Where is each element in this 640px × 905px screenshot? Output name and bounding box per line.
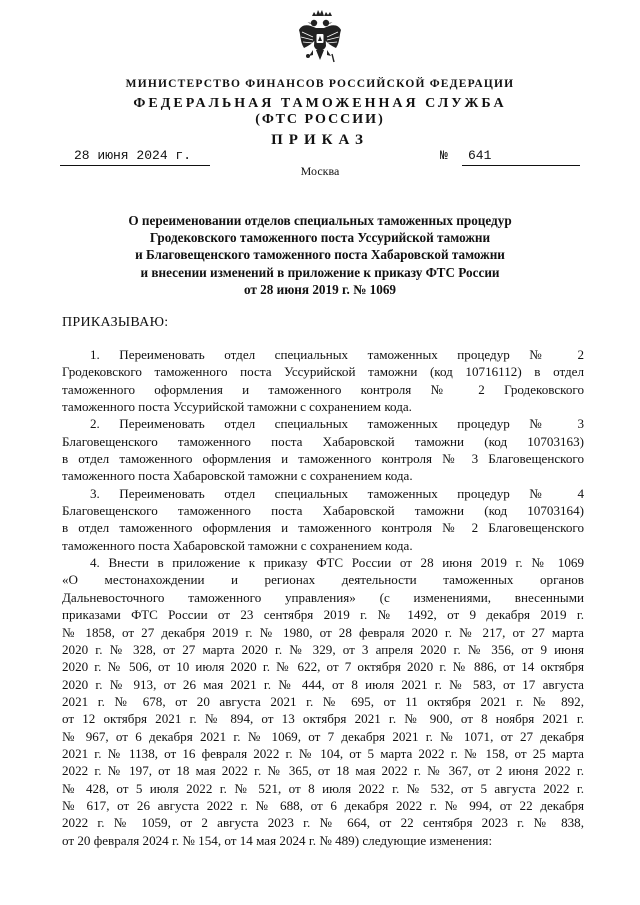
paragraph-line: 2021 г. № 678, от 20 августа 2021 г. № 695, от 11 октября 2021 г. № 892, — [62, 693, 584, 709]
title-line: от 28 июня 2019 г. № 1069 — [243, 281, 397, 297]
paragraph-line: «О местонахождении и регионах деятельности таможенных органов — [62, 572, 584, 588]
document-title — [60, 212, 580, 298]
paragraph-line: 4. Внести в приложение к приказу ФТС России от 28 июня 2019 г. № 1069 — [90, 555, 584, 571]
service-name: ФЕДЕРАЛЬНАЯ ТАМОЖЕННАЯ СЛУЖБА — [133, 96, 507, 111]
city: Москва — [300, 164, 340, 178]
paragraph-1 — [62, 346, 584, 415]
paragraph-line: от 12 октября 2021 г. № 894, от 13 октября 2021 г. № 900, от 8 ноября 2021 г. — [62, 711, 584, 727]
title-line: Гродековского таможенного поста Уссурийской таможни — [149, 230, 491, 246]
order-directive: ПРИКАЗЫВАЮ: — [62, 315, 169, 330]
number-sign: № — [440, 148, 448, 163]
order-date: 28 июня 2024 г. — [60, 148, 210, 166]
ministry-name: МИНИСТЕРСТВО ФИНАНСОВ РОССИЙСКОЙ ФЕДЕРАЦИИ — [125, 78, 515, 90]
paragraph-line: Благовещенского таможенного поста Хабаровской таможни (код 10703164) — [62, 503, 584, 519]
paragraph-line: 2020 г. № 328, от 27 марта 2020 г. № 329, от 3 апреля 2020 г. № 356, от 9 июня — [62, 641, 584, 657]
paragraph-line: таможенного поста Уссурийской таможни с сохранением кода. — [62, 399, 412, 415]
paragraph-line: в отдел таможенного оформления и таможенного контроля № 2 Благовещенского — [62, 520, 584, 536]
paragraph-line: Дальневосточного таможенного управления» (с изменениями, внесенными — [62, 589, 584, 605]
paragraph-line: таможенного поста Хабаровской таможни с сохранением кода. — [62, 468, 413, 484]
paragraph-line: № 428, от 5 июля 2022 г. № 521, от 8 июля 2022 г. № 532, от 5 августа 2022 г. — [62, 780, 584, 796]
paragraph-line: Гродековского таможенного поста Уссурийской таможни (код 10716112) в отдел — [62, 364, 584, 380]
paragraph-line: 1. Переименовать отдел специальных таможенных процедур № 2 — [90, 347, 584, 362]
paragraph-2 — [62, 415, 584, 484]
document-body — [62, 346, 584, 849]
paragraph-line: 2022 г. № 197, от 18 мая 2022 г. № 365, от 18 мая 2022 г. № 367, от 2 июня 2022 г. — [62, 763, 584, 779]
paragraph-line: № 1858, от 27 декабря 2019 г. № 1980, от 28 февраля 2020 г. № 217, от 27 марта — [62, 624, 584, 640]
paragraph-4 — [62, 554, 584, 849]
paragraph-line: 2020 г. № 913, от 26 мая 2021 г. № 444, от 8 июля 2021 г. № 583, от 17 августа — [62, 676, 584, 692]
paragraph-line: Благовещенского таможенного поста Хабаровской таможни (код 10703163) — [62, 433, 584, 449]
title-line: и Благовещенского таможенного поста Хабаровской таможни — [135, 247, 505, 263]
paragraph-line: 2021 г. № 1138, от 16 февраля 2022 г. № 104, от 5 марта 2022 г. № 158, от 25 марта — [62, 745, 584, 761]
paragraph-line: от 20 февраля 2024 г. № 154, от 14 мая 2024 г. № 489) следующие изменения: — [62, 832, 493, 848]
paragraph-line: приказами ФТС России от 23 сентября 2019 г. № 1492, от 9 декабря 2019 г. — [62, 607, 584, 623]
title-line: и внесении изменений в приложение к приказу ФТС России — [140, 264, 500, 280]
paragraph-line: № 967, от 6 декабря 2021 г. № 1069, от 7 декабря 2021 г. № 1071, от 27 декабря — [62, 728, 584, 744]
paragraph-line: 3. Переименовать отдел специальных таможенных процедур № 4 — [90, 485, 584, 501]
russian-coat-of-arms-icon — [296, 10, 344, 68]
paragraph-line: 2022 г. № 1059, от 2 августа 2023 г. № 664, от 22 сентября 2023 г. № 838, — [62, 815, 584, 831]
paragraph-3 — [62, 485, 584, 554]
paragraph-line: 2020 г. № 506, от 10 июля 2020 г. № 622, от 7 октября 2020 г. № 886, от 14 октября — [62, 659, 584, 675]
order-title: ПРИКАЗ — [271, 132, 369, 148]
paragraph-line: 2. Переименовать отдел специальных таможенных процедур № 3 — [90, 416, 584, 432]
service-short-name: (ФТС РОССИИ) — [255, 112, 385, 127]
title-line: О переименовании отделов специальных таможенных процедур — [128, 213, 512, 228]
paragraph-line: таможенного поста Хабаровской таможни с сохранением кода. — [62, 537, 413, 553]
paragraph-line: в отдел таможенного оформления и таможенного контроля № 3 Благовещенского — [62, 451, 584, 467]
order-number-value: 641 — [462, 148, 580, 166]
paragraph-line: № 617, от 26 августа 2022 г. № 688, от 6 декабря 2022 г. № 994, от 22 декабря — [62, 797, 584, 813]
paragraph-line: таможенного оформления и таможенного контроля № 2 Гродековского — [62, 381, 584, 397]
